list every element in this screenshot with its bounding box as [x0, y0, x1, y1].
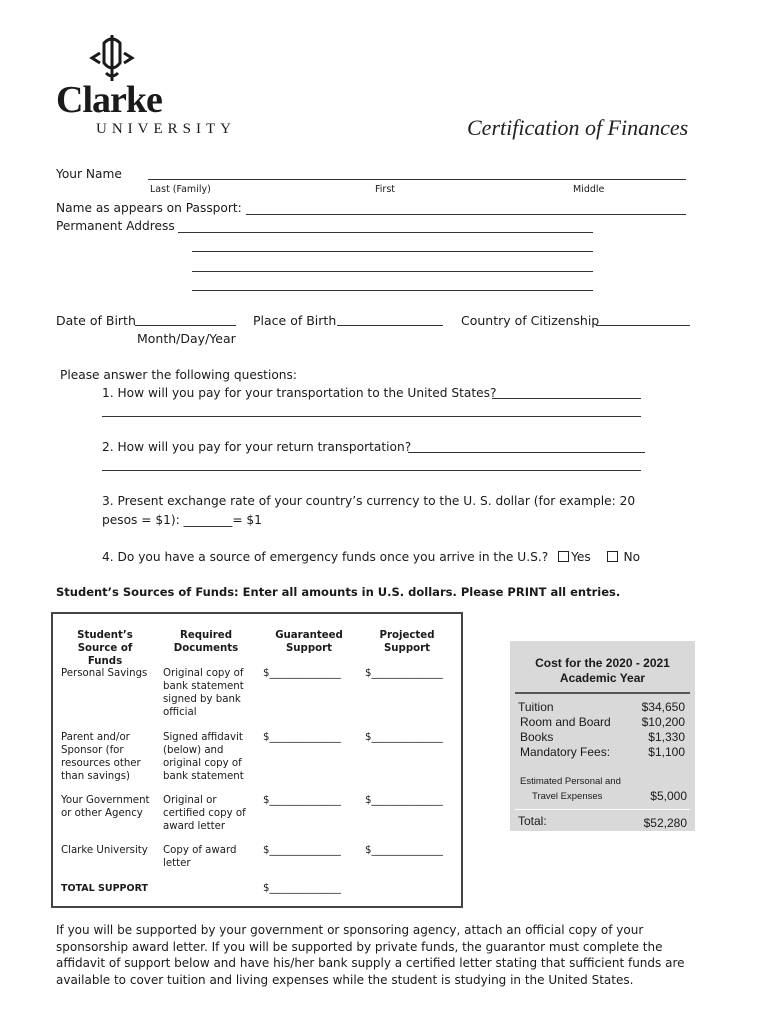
cost-total-value: $52,280: [643, 816, 687, 830]
row-source: Clarke University: [61, 845, 148, 856]
citizenship-label: Country of Citizenship: [461, 313, 600, 328]
dob-label: Date of Birth: [56, 313, 136, 328]
row-source: Parent and/or Sponsor (for resources other than savings): [61, 732, 141, 782]
your-name-field[interactable]: [148, 179, 686, 180]
cost-summary-box: [510, 641, 695, 831]
no-checkbox-option[interactable]: [607, 550, 640, 564]
question-2: 2. How will you pay for your return transportation?: [102, 440, 412, 454]
row-projected-field[interactable]: $______________: [365, 732, 443, 743]
question-1: 1. How will you pay for your transportation to the United States?: [102, 386, 497, 400]
yes-checkbox[interactable]: [558, 551, 569, 562]
permanent-address-label: Permanent Address: [56, 219, 175, 233]
pob-label: Place of Birth: [253, 313, 337, 328]
row-docs: Signed affidavit (below) and original copy of bank statement: [163, 732, 244, 782]
total-support-field[interactable]: $______________: [263, 883, 341, 894]
passport-name-field[interactable]: [246, 214, 686, 215]
support-instructions: If you will be supported by your government or sponsoring agency, attach an official copy of your sponsorship award letter. If you will be supported by private funds, the guarantor must complete the affidavit of support below and have his/her bank supply a certified letter stating that sufficient funds are available to cover tuition and living expenses while the student is studying in the United States.: [56, 923, 685, 987]
est-expenses-label-2: Travel Expenses: [532, 791, 603, 802]
dob-field[interactable]: [135, 325, 236, 326]
question-4-text: 4. Do you have a source of emergency funds once you arrive in the U.S.?: [102, 550, 549, 564]
address-line-1[interactable]: [178, 232, 593, 233]
no-label: No: [623, 550, 641, 564]
question-3: 3. Present exchange rate of your country’s currency to the U. S. dollar (for example: 20: [102, 494, 636, 508]
col-header-projected: Projected Support: [379, 630, 435, 654]
room-board-label: Room and Board: [520, 715, 611, 729]
cost-total-label: Total:: [518, 814, 547, 828]
cost-title-2: Academic Year: [559, 671, 646, 685]
tuition-value: $34,650: [641, 700, 685, 714]
address-line-2[interactable]: [192, 251, 593, 252]
question-4: [102, 550, 640, 564]
row-source: Your Government or other Agency: [61, 795, 150, 819]
yes-checkbox-option[interactable]: [558, 550, 591, 564]
row-projected-field[interactable]: $______________: [365, 795, 443, 806]
row-docs: Original or certified copy of award letter: [163, 795, 246, 832]
total-support-label: TOTAL SUPPORT: [61, 883, 148, 894]
q2-field-b[interactable]: [102, 470, 641, 471]
row-guaranteed-field[interactable]: $______________: [263, 668, 341, 679]
clarke-emblem-icon: [86, 33, 138, 83]
last-name-caption: Last (Family): [150, 184, 211, 195]
row-projected-field[interactable]: $______________: [365, 668, 443, 679]
col-header-guaranteed: Guaranteed Support: [275, 630, 343, 654]
row-docs: Copy of award letter: [163, 845, 237, 869]
room-board-value: $10,200: [641, 715, 685, 729]
form-title: Certification of Finances: [467, 115, 689, 140]
passport-name-label: Name as appears on Passport:: [56, 201, 242, 215]
questions-intro: Please answer the following questions:: [60, 368, 297, 382]
pob-field[interactable]: [337, 325, 443, 326]
books-label: Books: [520, 730, 554, 744]
logo-wordmark: Clarke: [56, 79, 162, 121]
est-expenses-value: $5,000: [650, 789, 687, 803]
your-name-label: Your Name: [56, 167, 122, 181]
address-line-3[interactable]: [192, 271, 593, 272]
row-projected-field[interactable]: $______________: [365, 845, 443, 856]
middle-name-caption: Middle: [573, 184, 605, 195]
funds-table: [51, 612, 463, 908]
tuition-label: Tuition: [518, 700, 554, 714]
yes-label: Yes: [571, 550, 591, 564]
question-3-rate[interactable]: pesos = $1): ________= $1: [102, 513, 262, 527]
cost-title-1: Cost for the 2020 - 2021: [535, 656, 670, 670]
funds-heading: Student’s Sources of Funds: Enter all amounts in U.S. dollars. Please PRINT all entries.: [56, 585, 621, 599]
row-guaranteed-field[interactable]: $______________: [263, 732, 341, 743]
q1-field-a[interactable]: [492, 398, 641, 399]
col-header-source: Student’s Source of Funds: [77, 630, 133, 667]
logo-university: UNIVERSITY: [96, 121, 236, 137]
fees-label: Mandatory Fees:: [520, 745, 611, 759]
total-divider: [515, 809, 690, 810]
row-guaranteed-field[interactable]: $______________: [263, 795, 341, 806]
address-line-4[interactable]: [192, 290, 593, 291]
row-docs: Original copy of bank statement signed by bank official: [163, 668, 244, 718]
row-guaranteed-field[interactable]: $______________: [263, 845, 341, 856]
est-expenses-label-1: Estimated Personal and: [520, 776, 621, 787]
citizenship-field[interactable]: [596, 325, 690, 326]
q1-field-b[interactable]: [102, 416, 641, 417]
cost-divider: [515, 692, 690, 694]
fees-value: $1,100: [648, 745, 685, 759]
col-header-docs: Required Documents: [173, 630, 239, 654]
row-source: Personal Savings: [61, 668, 148, 679]
books-value: $1,330: [648, 730, 685, 744]
dob-format: Month/Day/Year: [137, 331, 236, 346]
q2-field-a[interactable]: [408, 452, 645, 453]
no-checkbox[interactable]: [607, 551, 618, 562]
first-name-caption: First: [375, 184, 395, 195]
